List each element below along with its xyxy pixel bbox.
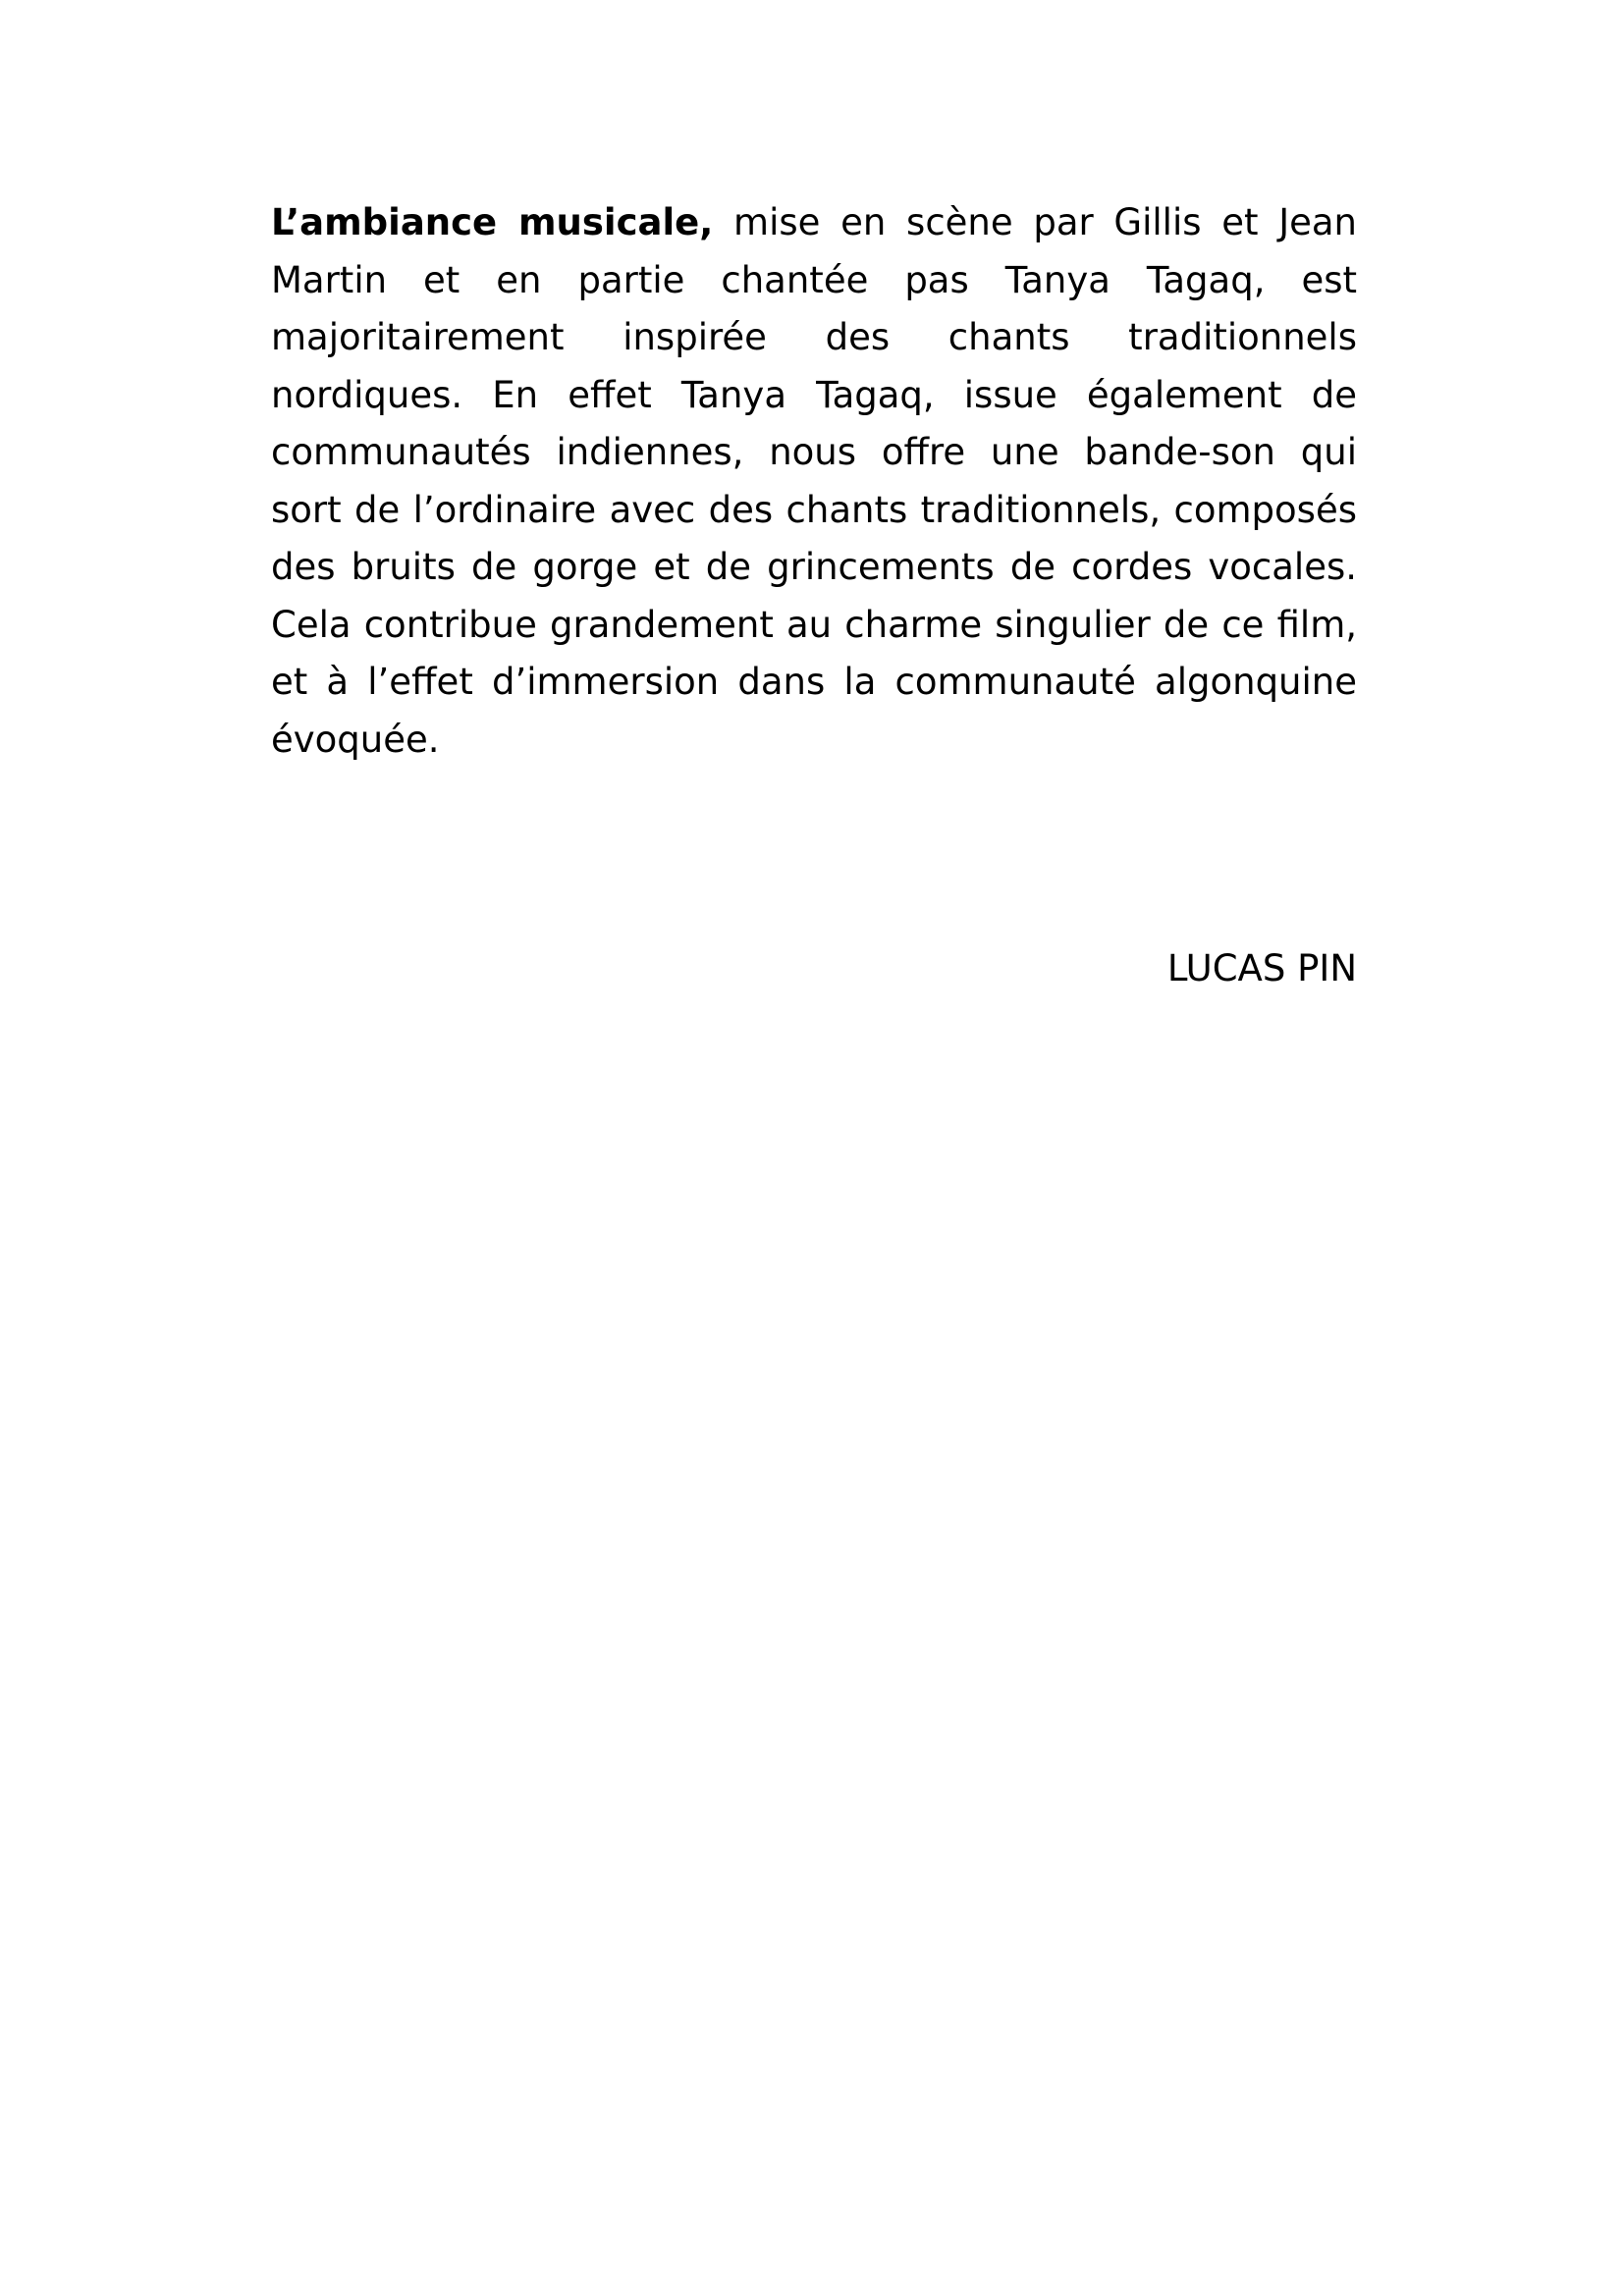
paragraph-body: mise en scène par Gillis et Jean Martin et en partie chantée pas Tanya Tagaq, est majoritairement inspirée des chants traditionnels nordiques. En effet Tanya Tagaq, issue également de communautés indiennes, nous offre une bande-son qui sort de l’ordinaire avec des chants traditionnels, composés des bruits de gorge et de grincements de cordes vocales. Cela contribue grandement au charme singulier de ce film, et à l’effet d’immersion dans la communauté algonquine évoquée. (271, 201, 1357, 761)
paragraph-lead: L’ambiance musicale, (271, 201, 714, 243)
author-signature: LUCAS PIN (1166, 947, 1357, 989)
review-paragraph (271, 194, 1357, 769)
